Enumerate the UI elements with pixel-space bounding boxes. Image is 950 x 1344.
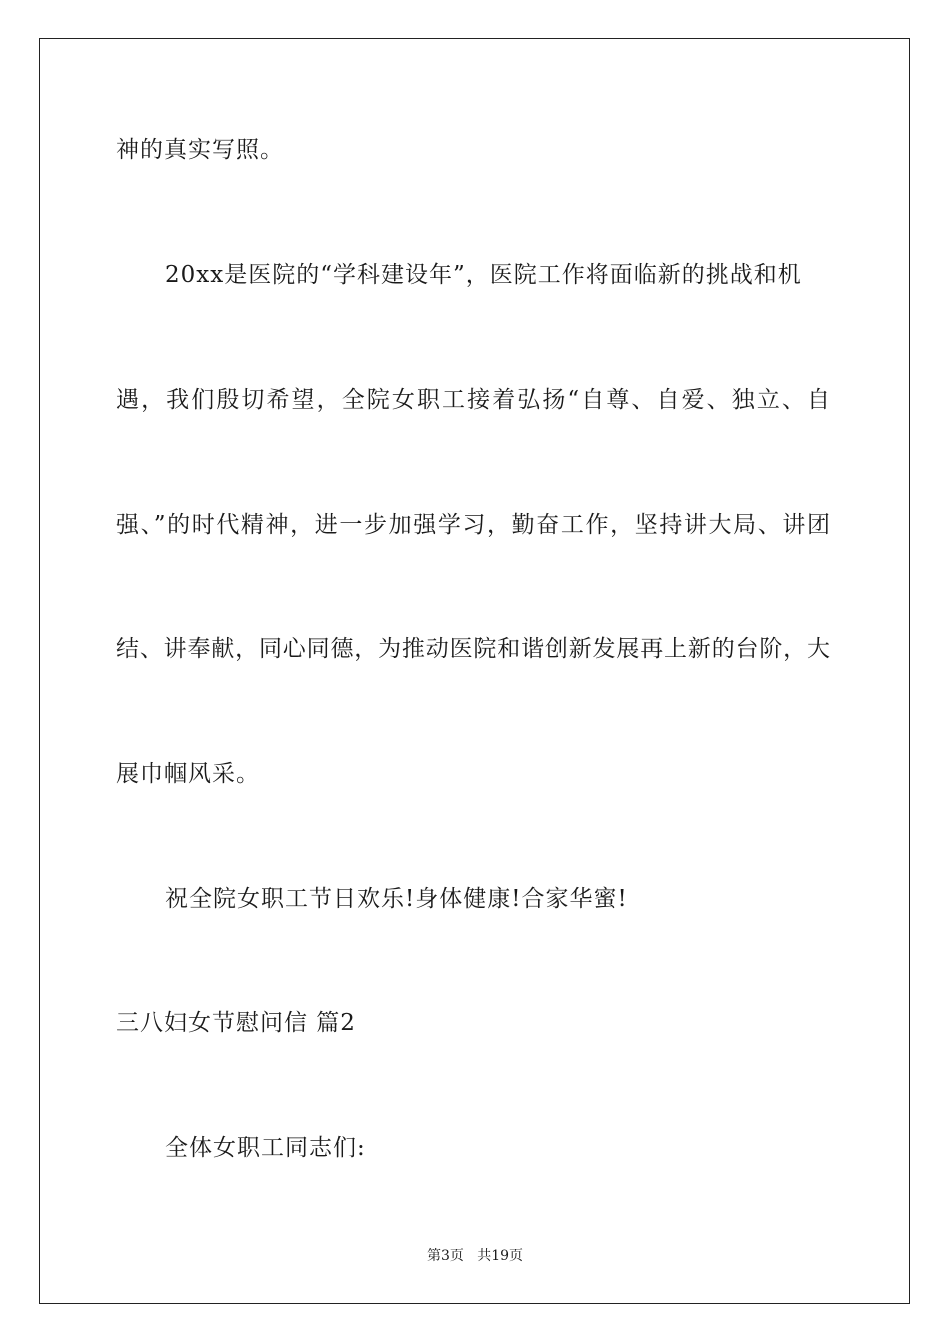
paragraph-line: 遇，我们殷切希望，全院女职工接着弘扬“自尊、自爱、独立、自 (116, 387, 830, 413)
salutation: 全体女职工同志们: (165, 1135, 366, 1161)
section-heading: 三八妇女节慰问信 篇2 (116, 1010, 356, 1036)
paragraph-line: 结、讲奉献，同心同德，为推动医院和谐创新发展再上新的台阶，大 (116, 636, 830, 662)
paragraph-line: 强、”的时代精神，进一步加强学习，勤奋工作，坚持讲大局、讲团 (116, 512, 830, 538)
paragraph-line: 神的真实写照。 (116, 137, 284, 163)
paragraph-line: 展巾帼风采。 (116, 761, 260, 787)
paragraph-line: 20xx是医院的“学科建设年”，医院工作将面临新的挑战和机 (165, 262, 802, 288)
page-border (39, 38, 910, 1304)
page-number: 第3页 共19页 (426, 1248, 524, 1264)
closing-wish: 祝全院女职工节日欢乐!身体健康!合家华蜜! (165, 886, 628, 912)
